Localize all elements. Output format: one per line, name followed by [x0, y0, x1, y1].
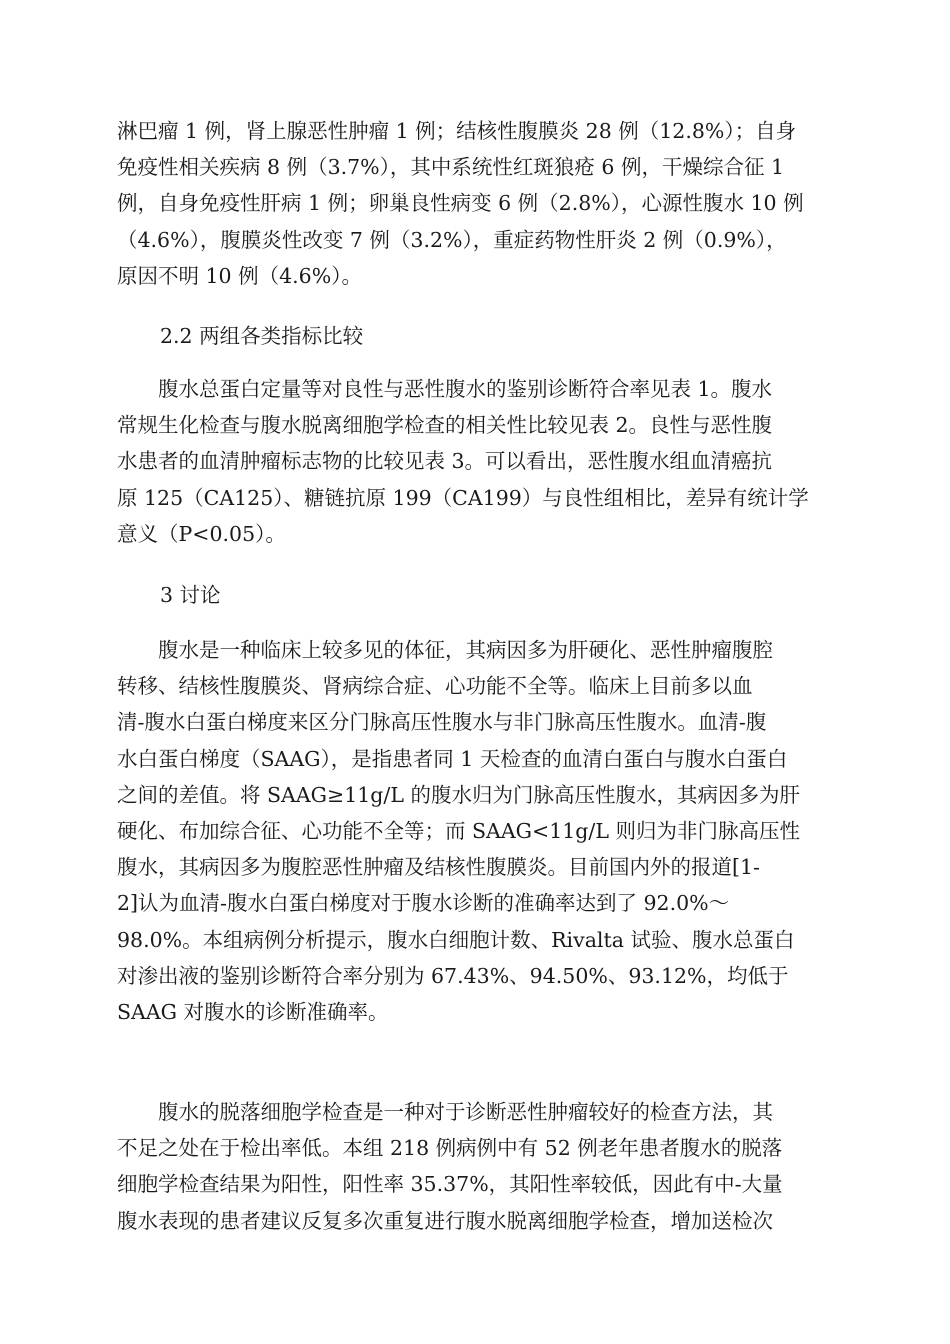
text-line: 意义（P<0.05）。: [117, 521, 286, 546]
text-line: 细胞学检查结果为阳性，阳性率 35.37%，其阳性率较低，因此有中-大量: [117, 1172, 783, 1197]
text-line: 例，自身免疫性肝病 1 例；卵巢良性病变 6 例（2.8%），心源性腹水 10 例: [117, 191, 804, 216]
text-line: （4.6%），腹膜炎性改变 7 例（3.2%），重症药物性肝炎 2 例（0.9%），: [117, 227, 787, 252]
text-line: 淋巴瘤 1 例，肾上腺恶性肿瘤 1 例；结核性腹膜炎 28 例（12.8%）；自身: [117, 119, 797, 143]
text-line: 转移、结核性腹膜炎、肾病综合症、心功能不全等。临床上目前多以血: [117, 674, 753, 699]
text-line: 清-腹水白蛋白梯度来区分门脉高压性腹水与非门脉高压性腹水。血清-腹: [117, 710, 767, 735]
text-line: 常规生化检查与腹水脱离细胞学检查的相关性比较见表 2。良性与恶性腹: [117, 413, 773, 438]
text-line: 98.0%。本组病例分析提示，腹水白细胞计数、Rivalta 试验、腹水总蛋白: [117, 927, 795, 952]
text-line: 原 125（CA125）、糖链抗原 199（CA199）与良性组相比，差异有统计学: [117, 485, 809, 510]
text-line: 腹水总蛋白定量等对良性与恶性腹水的鉴别诊断符合率见表 1。腹水: [117, 377, 773, 401]
text-line: 腹水，其病因多为腹腔恶性肿瘤及结核性腹膜炎。目前国内外的报道[1-: [117, 855, 760, 880]
text-line: 腹水表现的患者建议反复多次重复进行腹水脱离细胞学检查，增加送检次: [117, 1208, 773, 1233]
text-line: 水患者的血清肿瘤标志物的比较见表 3。可以看出，恶性腹水组血清癌抗: [117, 449, 773, 474]
paragraph-discussion-saag: [117, 632, 837, 1030]
text-line: 原因不明 10 例（4.6%）。: [117, 263, 362, 288]
text-line: 2]认为血清-腹水白蛋白梯度对于腹水诊断的准确率达到了 92.0%～: [117, 891, 730, 916]
text-line: 腹水的脱落细胞学检查是一种对于诊断恶性肿瘤较好的检查方法，其: [117, 1100, 773, 1124]
text-line: 免疫性相关疾病 8 例（3.7%），其中系统性红斑狼疮 6 例，干燥综合征 1: [117, 155, 785, 180]
section-heading-3: 3 讨论: [160, 583, 221, 607]
text-line: 之间的差值。将 SAAG≥11g/L 的腹水归为门脉高压性腹水，其病因多为肝: [117, 782, 800, 807]
text-line: 不足之处在于检出率低。本组 218 例病例中有 52 例老年患者腹水的脱落: [117, 1136, 783, 1161]
text-line: 硬化、布加综合征、心功能不全等；而 SAAG<11g/L 则归为非门脉高压性: [117, 818, 800, 843]
paragraph-cytology: [117, 1094, 837, 1239]
paragraph-results-continued: [117, 113, 837, 294]
text-line: 水白蛋白梯度（SAAG），是指患者同 1 天检查的血清白蛋白与腹水白蛋白: [117, 746, 788, 771]
paragraph-indicator-comparison: [117, 371, 837, 552]
text-line: 腹水是一种临床上较多见的体征，其病因多为肝硬化、恶性肿瘤腹腔: [117, 638, 773, 662]
text-line: 对渗出液的鉴别诊断符合率分别为 67.43%、94.50%、93.12%，均低于: [117, 963, 789, 988]
text-line: SAAG 对腹水的诊断准确率。: [117, 999, 389, 1024]
section-heading-2-2: 2.2 两组各类指标比较: [160, 324, 364, 348]
